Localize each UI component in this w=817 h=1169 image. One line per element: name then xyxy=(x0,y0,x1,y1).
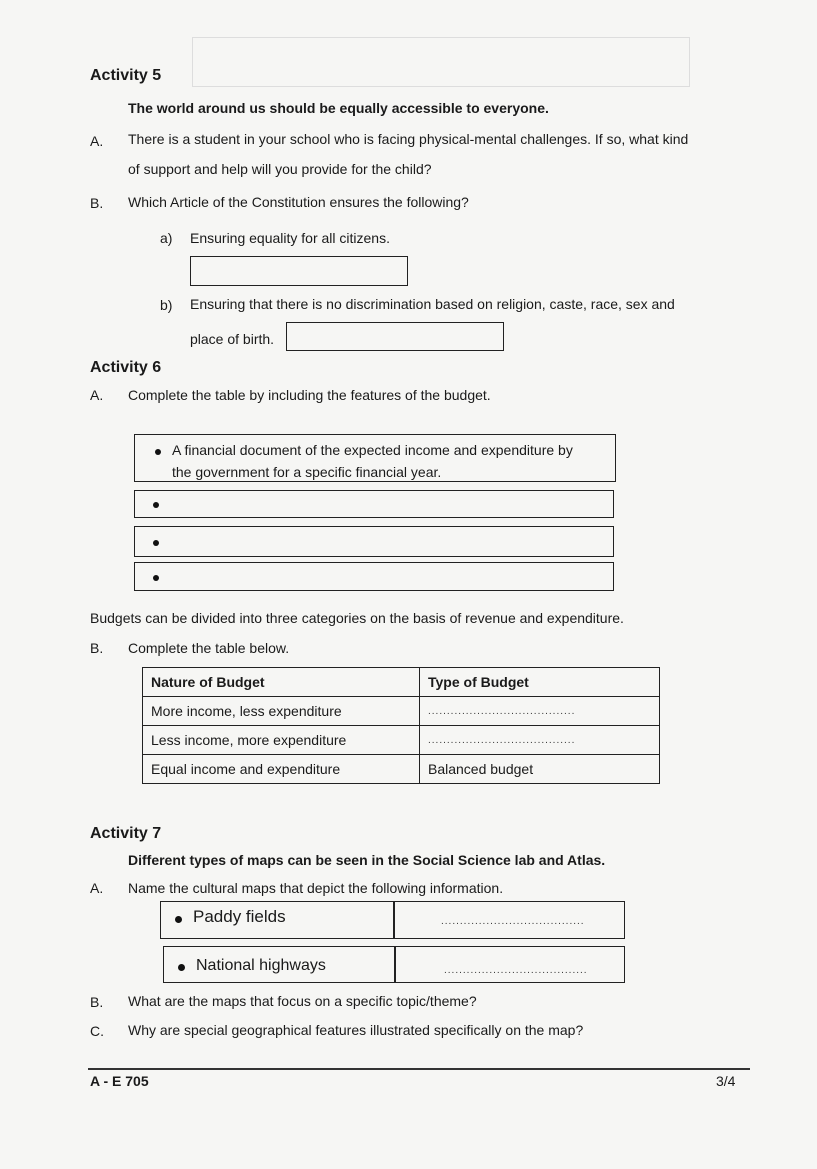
question-text: place of birth. xyxy=(190,331,275,347)
bullet-icon xyxy=(153,575,159,581)
table-row xyxy=(143,726,660,755)
q-label: A. xyxy=(90,880,104,896)
map-row xyxy=(160,901,625,939)
answer-box-a[interactable] xyxy=(190,256,408,286)
cell: Less income, more expenditure xyxy=(143,726,420,755)
budget-table xyxy=(142,667,660,784)
sub-label: b) xyxy=(160,297,173,313)
feature-answer-box[interactable] xyxy=(134,526,614,557)
bullet-icon xyxy=(178,964,185,971)
map-item-label: National highways xyxy=(196,957,326,974)
question-text: of support and help will you provide for the child? xyxy=(128,161,432,177)
feature-answer-box[interactable] xyxy=(134,490,614,518)
footer-divider xyxy=(88,1068,750,1070)
budget-feature-box xyxy=(134,434,616,482)
bullet-icon xyxy=(175,916,182,923)
question-text: Complete the table below. xyxy=(128,640,290,656)
answer-box-b[interactable] xyxy=(286,322,504,351)
bullet-icon xyxy=(155,449,161,455)
table-header-row xyxy=(143,668,660,697)
answer-cell[interactable]: ....................................... xyxy=(420,697,660,726)
blank-header-box xyxy=(192,37,690,87)
question-text: Name the cultural maps that depict the following information. xyxy=(128,880,504,896)
q-label: B. xyxy=(90,994,104,1010)
paper-code: A - E 705 xyxy=(90,1073,149,1089)
activity7-intro: Different types of maps can be seen in the Social Science lab and Atlas. xyxy=(128,852,606,868)
question-text: There is a student in your school who is facing physical-mental challenges. If so, what kind xyxy=(128,131,689,147)
activity5-intro: The world around us should be equally accessible to everyone. xyxy=(128,100,549,116)
cell: Equal income and expenditure xyxy=(143,755,420,784)
question-text: Which Article of the Constitution ensures the following? xyxy=(128,194,469,210)
answer-line[interactable]: ...................................... xyxy=(441,916,585,927)
answer-cell[interactable]: ....................................... xyxy=(420,726,660,755)
map-item-label: Paddy fields xyxy=(193,907,286,926)
header-cell: Type of Budget xyxy=(420,668,660,697)
page-number: 3/4 xyxy=(716,1073,736,1089)
q-label: C. xyxy=(90,1023,104,1039)
bullet-icon xyxy=(153,540,159,546)
question-text: Why are special geographical features illustrated specifically on the map? xyxy=(128,1022,584,1038)
q-label: B. xyxy=(90,195,104,211)
header-cell: Nature of Budget xyxy=(143,668,420,697)
map-row xyxy=(163,946,625,983)
cell: Balanced budget xyxy=(420,755,660,784)
table-row xyxy=(143,697,660,726)
categories-text: Budgets can be divided into three categories on the basis of revenue and expenditure. xyxy=(90,610,624,626)
answer-line[interactable]: ...................................... xyxy=(444,965,588,976)
feature-text: the government for a specific financial year. xyxy=(172,464,442,480)
activity5-title: Activity 5 xyxy=(90,67,162,84)
question-text: What are the maps that focus on a specific topic/theme? xyxy=(128,993,477,1009)
feature-text: A financial document of the expected income and expenditure by xyxy=(172,442,573,458)
cell: More income, less expenditure xyxy=(143,697,420,726)
bullet-icon xyxy=(153,502,159,508)
q-label: A. xyxy=(90,387,104,403)
question-text: Complete the table by including the features of the budget. xyxy=(128,387,491,403)
question-text: Ensuring equality for all citizens. xyxy=(190,230,390,246)
activity7-title: Activity 7 xyxy=(90,825,162,842)
question-text: Ensuring that there is no discrimination based on religion, caste, race, sex and xyxy=(190,296,675,312)
q-label: A. xyxy=(90,133,104,149)
feature-answer-box[interactable] xyxy=(134,562,614,591)
table-row xyxy=(143,755,660,784)
q-label: B. xyxy=(90,640,104,656)
sub-label: a) xyxy=(160,230,173,246)
activity6-title: Activity 6 xyxy=(90,359,162,376)
